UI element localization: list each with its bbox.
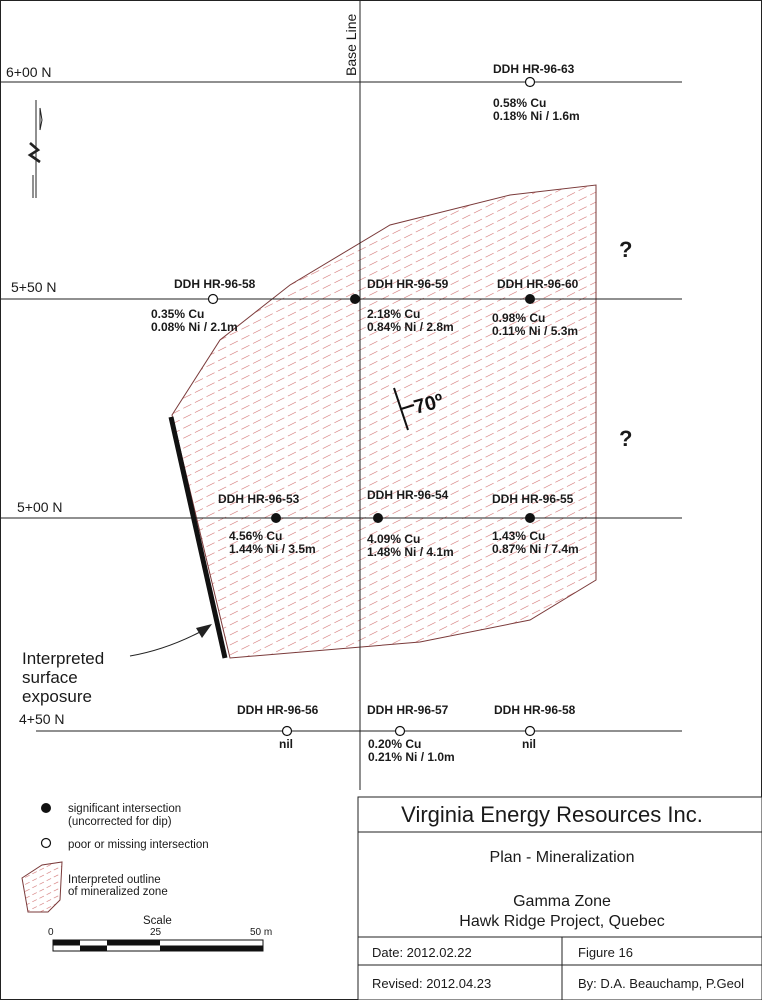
drillhole-cu: 4.56% Cu: [229, 529, 283, 543]
gridline-label-450n: 4+50 N: [19, 711, 65, 727]
gridline-label-600n: 6+00 N: [6, 64, 52, 80]
drillhole-cu: 4.09% Cu: [367, 532, 421, 546]
drillhole-cu: 0.58% Cu: [493, 96, 547, 110]
author-text: By: D.A. Beauchamp, P.Geol: [578, 976, 744, 991]
arrow-head-icon: [196, 624, 212, 638]
drillhole-id: DDH HR-96-58: [174, 277, 256, 291]
drillhole-id: DDH HR-96-58: [494, 703, 576, 717]
surface-label-line1: Interpreted: [22, 649, 105, 668]
title-block: [358, 797, 762, 1000]
drillhole-cu: 1.43% Cu: [492, 529, 546, 543]
poor-intersection-marker: [209, 295, 218, 304]
drillhole-ni: 0.08% Ni / 2.1m: [151, 320, 238, 334]
drillhole-54: [367, 488, 454, 559]
base-line-label: Base Line: [343, 13, 359, 76]
legend-significant-line1: significant intersection: [68, 803, 182, 815]
mineralized-outline-icon: [22, 862, 62, 912]
significant-intersection-marker: [271, 513, 281, 523]
question-mark-east: ?: [619, 426, 633, 451]
drillhole-id: DDH HR-96-56: [237, 703, 319, 717]
company-name: Virginia Energy Resources Inc.: [401, 802, 703, 827]
poor-intersection-icon: [42, 839, 51, 848]
surface-exposure-leader: [130, 632, 200, 656]
drillhole-57: [367, 703, 455, 764]
poor-intersection-marker: [283, 727, 292, 736]
drillhole-id: DDH HR-96-60: [497, 277, 579, 291]
legend-poor: poor or missing intersection: [68, 839, 209, 851]
scale-bar: [48, 915, 272, 951]
drillhole-id: DDH HR-96-55: [492, 492, 574, 506]
drillhole-ni: 0.21% Ni / 1.0m: [368, 750, 455, 764]
question-mark-north: ?: [619, 237, 633, 262]
plan-title: Plan - Mineralization: [489, 849, 635, 866]
surface-exposure-line: [171, 417, 225, 658]
drillhole-ni: 0.11% Ni / 5.3m: [492, 324, 579, 338]
legend-outline-line2: of mineralized zone: [68, 886, 168, 898]
surface-label-line2: surface: [22, 668, 78, 687]
drillhole-id: DDH HR-96-57: [367, 703, 449, 717]
significant-intersection-marker: [350, 294, 360, 304]
significant-intersection-marker: [525, 513, 535, 523]
scale-tick-25: 25: [150, 927, 162, 938]
drillhole-cu: 0.35% Cu: [151, 307, 205, 321]
zone-title: Gamma Zone: [513, 893, 611, 910]
surface-label-line3: exposure: [22, 687, 92, 706]
scale-tick-50: 50 m: [250, 927, 273, 938]
drillhole-ni: 0.87% Ni / 7.4m: [492, 542, 579, 556]
date-text: Date: 2012.02.22: [372, 945, 472, 960]
drillhole-58-north: [151, 277, 256, 334]
legend-outline-line1: Interpreted outline: [68, 874, 161, 886]
drillhole-ni: 1.44% Ni / 3.5m: [229, 542, 316, 556]
drillhole-id: DDH HR-96-63: [493, 62, 575, 76]
drillhole-id: DDH HR-96-53: [218, 492, 300, 506]
legend: [18, 803, 209, 944]
drillhole-cu: 0.20% Cu: [368, 737, 422, 751]
drillhole-55: [492, 492, 579, 556]
drillhole-58-south: [494, 703, 576, 751]
north-arrow-icon: [30, 100, 42, 198]
drillhole-result: nil: [279, 737, 293, 751]
poor-intersection-marker: [526, 78, 535, 87]
drillhole-ni: 0.18% Ni / 1.6m: [493, 109, 580, 123]
scale-title: Scale: [143, 915, 172, 927]
legend-significant-line2: (uncorrected for dip): [68, 816, 172, 828]
drillhole-ni: 1.48% Ni / 4.1m: [367, 545, 454, 559]
significant-intersection-marker: [373, 513, 383, 523]
poor-intersection-marker: [526, 727, 535, 736]
drillhole-cu: 2.18% Cu: [367, 307, 421, 321]
significant-intersection-icon: [41, 803, 51, 813]
project-title: Hawk Ridge Project, Quebec: [459, 913, 665, 930]
revised-text: Revised: 2012.04.23: [372, 976, 492, 991]
mineralized-zone-outline: [172, 185, 596, 658]
figure-number: Figure 16: [578, 945, 633, 960]
scale-tick-0: 0: [48, 927, 54, 938]
significant-intersection-marker: [525, 294, 535, 304]
drillhole-id: DDH HR-96-59: [367, 277, 449, 291]
drillhole-59: [350, 277, 454, 334]
gridline-label-500n: 5+00 N: [17, 499, 63, 515]
drillhole-result: nil: [522, 737, 536, 751]
poor-intersection-marker: [396, 727, 405, 736]
drillhole-63: [493, 62, 580, 123]
gridline-label-550n: 5+50 N: [11, 279, 57, 295]
drillhole-ni: 0.84% Ni / 2.8m: [367, 320, 454, 334]
dip-label: 70º: [411, 389, 446, 419]
drillhole-cu: 0.98% Cu: [492, 311, 546, 325]
drillhole-id: DDH HR-96-54: [367, 488, 449, 502]
drillhole-56: [237, 703, 319, 751]
